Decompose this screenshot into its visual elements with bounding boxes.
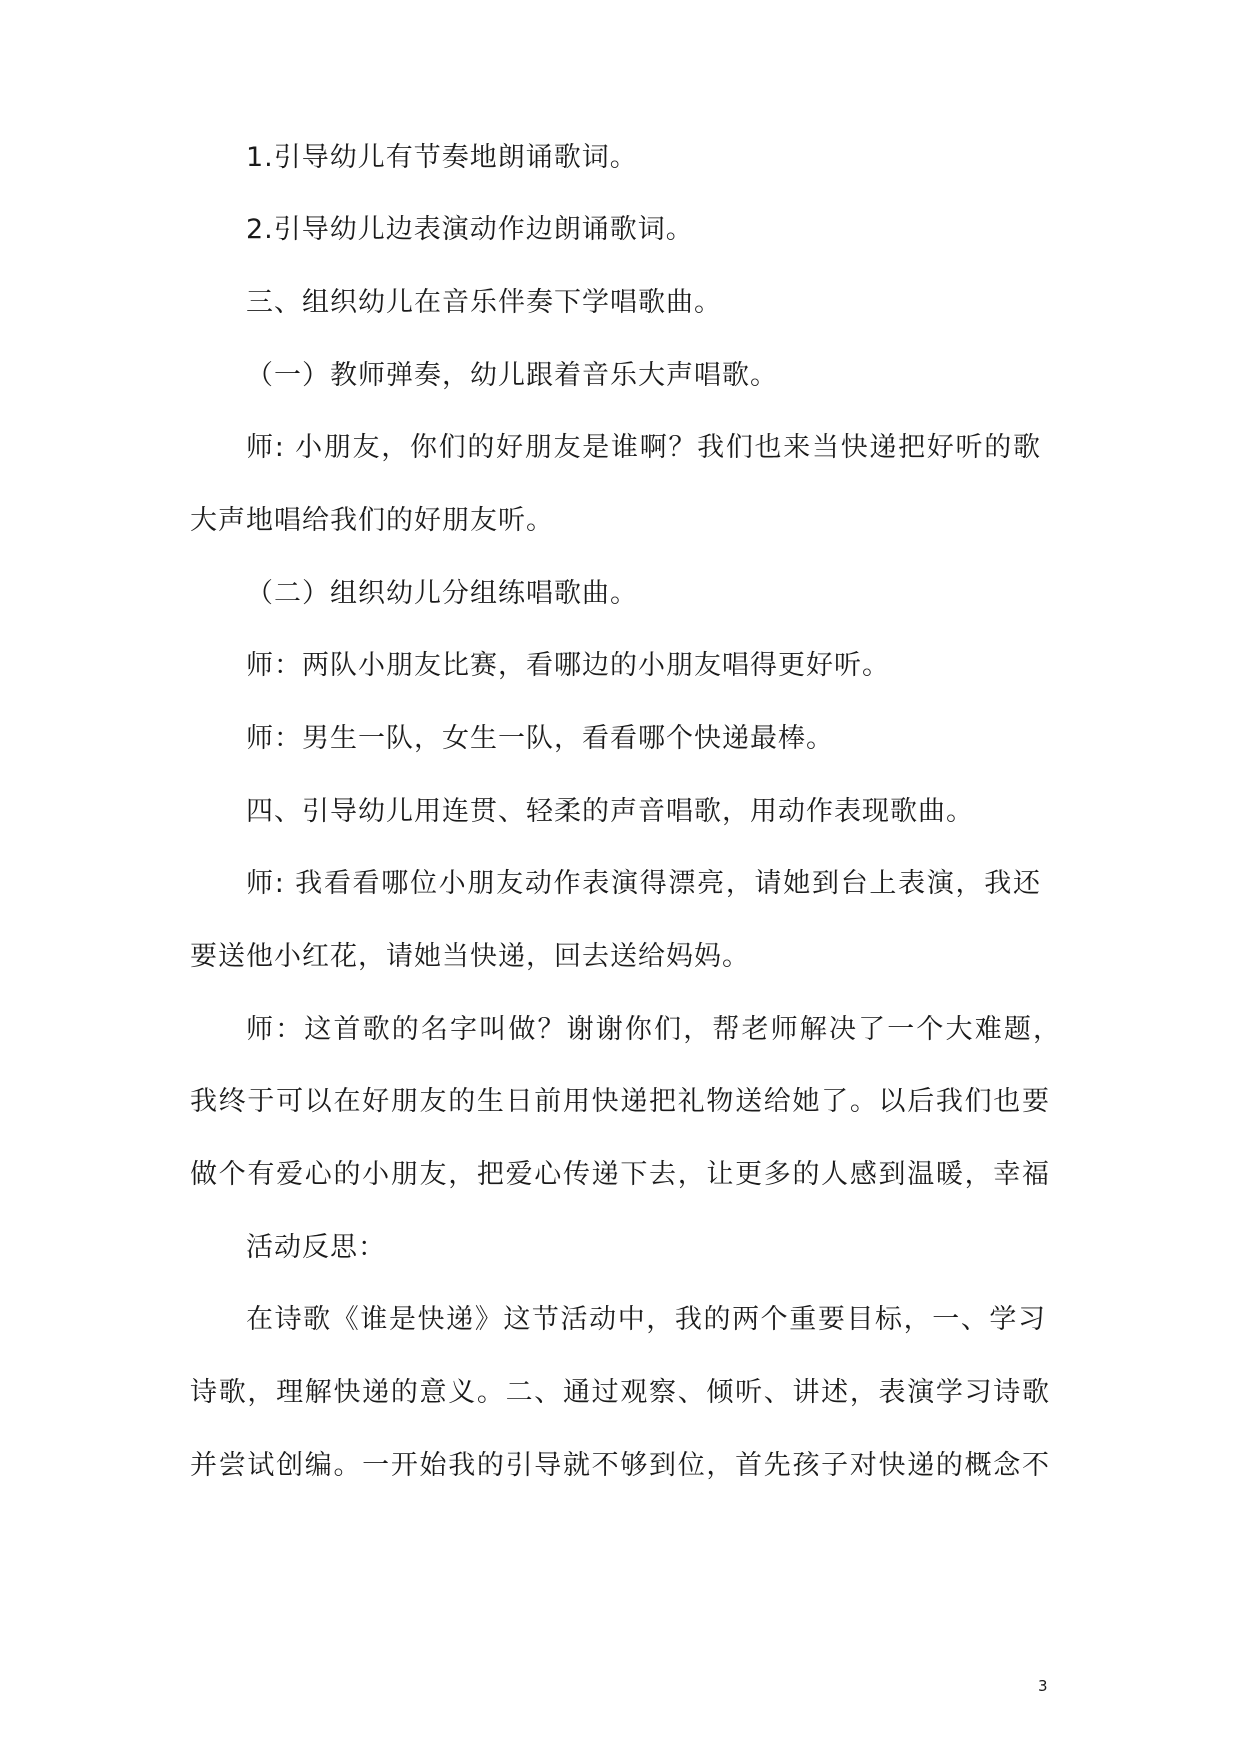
text-line: 师: 我看看哪位小朋友动作表演得漂亮，请她到台上表演，我还 <box>246 868 1041 899</box>
section-heading: 四、引导幼儿用连贯、轻柔的声音唱歌，用动作表现歌曲。 <box>246 796 974 827</box>
section-heading: 三、组织幼儿在音乐伴奏下学唱歌曲。 <box>246 287 722 318</box>
text-line: 诗歌，理解快递的意义。二、通过观察、倾听、讲述，表演学习诗歌 <box>190 1377 1050 1408</box>
text-line: 师：男生一队，女生一队，看看哪个快递最棒。 <box>246 723 834 754</box>
text-line: 1.引导幼儿有节奏地朗诵歌词。 <box>246 142 638 173</box>
text-line: 做个有爱心的小朋友，把爱心传递下去，让更多的人感到温暖，幸福 <box>190 1159 1050 1190</box>
section-heading: 活动反思： <box>246 1232 386 1263</box>
text-line: 在诗歌《谁是快递》这节活动中，我的两个重要目标，一、学习 <box>246 1304 1046 1335</box>
page-number: 3 <box>1038 1677 1048 1695</box>
text-line: 并尝试创编。一开始我的引导就不够到位，首先孩子对快递的概念不 <box>190 1450 1050 1481</box>
text-line: 要送他小红花，请她当快递，回去送给妈妈。 <box>190 941 750 972</box>
text-line: 我终于可以在好朋友的生日前用快递把礼物送给她了。以后我们也要 <box>190 1086 1050 1117</box>
text-line: 师：这首歌的名字叫做？谢谢你们，帮老师解决了一个大难题， <box>246 1014 1061 1045</box>
text-line: 师: 小朋友，你们的好朋友是谁啊？我们也来当快递把好听的歌 <box>246 432 1041 463</box>
text-line: 大声地唱给我们的好朋友听。 <box>190 505 554 536</box>
text-line: 2.引导幼儿边表演动作边朗诵歌词。 <box>246 214 694 245</box>
subsection-heading: （一）教师弹奏，幼儿跟着音乐大声唱歌。 <box>246 360 778 391</box>
text-line: 师：两队小朋友比赛，看哪边的小朋友唱得更好听。 <box>246 650 890 681</box>
subsection-heading: （二）组织幼儿分组练唱歌曲。 <box>246 578 638 609</box>
